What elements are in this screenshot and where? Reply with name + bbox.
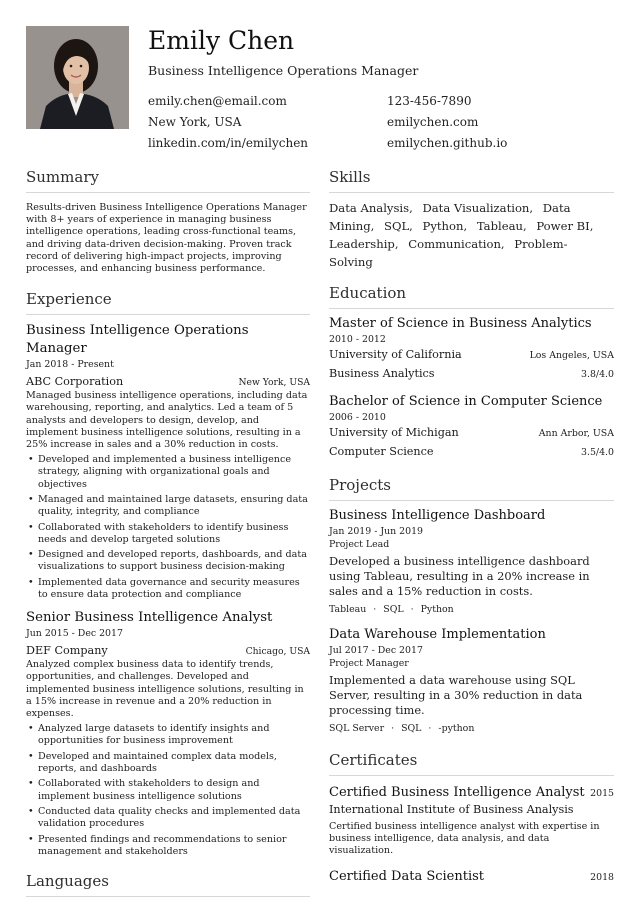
project-title: Business Intelligence Dashboard [329, 508, 546, 523]
job-title: Business Intelligence Operations Manager [26, 323, 249, 357]
certificate-entry [329, 784, 614, 858]
projects-heading: Projects [329, 474, 614, 501]
project-entry [329, 507, 614, 617]
certificate-entry [329, 868, 614, 886]
skills-heading: Skills [329, 166, 614, 193]
right-column [329, 166, 614, 886]
skill-item: Problem-Solving [329, 237, 568, 269]
skill-item: Data Visualization, [422, 201, 534, 215]
certificate-issuer: International Institute of Business Analysis [329, 803, 574, 816]
project-description: Implemented a data warehouse using SQL Server, resulting in a 30% reduction in data processing time. [329, 673, 583, 717]
skill-item: Data Analysis, [329, 201, 413, 215]
job-bullets [26, 454, 310, 601]
skill-item: Python, [422, 219, 468, 233]
experience-heading: Experience [26, 288, 310, 315]
certificate-title: Certified Business Intelligence Analyst [329, 785, 585, 800]
project-tag: SQL [383, 604, 404, 615]
job-entry [26, 322, 310, 601]
job-bullet: • Collaborated with stakeholders to design and implement business intelligence solutions [26, 778, 310, 802]
degree-dates: 2010 - 2012 [329, 334, 386, 345]
job-bullet: • Designed and developed reports, dashboards, and data visualizations to support business decision-making [26, 549, 310, 573]
project-title: Data Warehouse Implementation [329, 627, 546, 642]
job-description: Analyzed complex business data to identify trends, opportunities, and challenges. Developed and implemented business intelligence solutions, resulting in a 15% increase in revenue and a 20% reduction in expenses. [26, 659, 304, 720]
job-bullet: • Developed and implemented a business intelligence strategy, aligning with organizational goals and objectives [26, 454, 310, 491]
project-description: Developed a business intelligence dashboard using Tableau, resulting in a 20% increase in sales and a 15% reduction in costs. [329, 554, 590, 598]
project-tags: Tableau · SQL · Python [329, 604, 454, 615]
project-tag: SQL [401, 723, 422, 734]
email-link[interactable]: emily.chen@email.com [148, 94, 287, 108]
project-tag: Tableau [329, 604, 367, 615]
job-bullet: • Conducted data quality checks and implemented data validation procedures [26, 806, 310, 830]
skills-list [329, 199, 614, 271]
skill-item: Power BI, [536, 219, 594, 233]
candidate-name: Emily Chen [148, 26, 295, 55]
languages-heading: Languages [26, 870, 310, 897]
job-bullets [26, 723, 310, 858]
job-bullet: • Implemented data governance and security measures to ensure data protection and compliance [26, 577, 310, 601]
education-entry [329, 393, 614, 462]
education-heading: Education [329, 282, 614, 309]
skill-item: Leadership, [329, 237, 399, 251]
skill-item: Data Mining, [329, 201, 571, 233]
certificate-description: Certified business intelligence analyst with expertise in business intelligence, data analysis, and data visualization. [329, 821, 600, 857]
summary-heading: Summary [26, 166, 310, 193]
certificates-heading: Certificates [329, 749, 614, 776]
degree-title: Master of Science in Business Analytics [329, 316, 592, 331]
candidate-title: Business Intelligence Operations Manager [148, 63, 419, 78]
github-link[interactable]: emilychen.github.io [387, 136, 508, 150]
school-name: University of Michigan [329, 426, 459, 439]
project-tags: SQL Server · SQL · -python [329, 723, 475, 734]
job-bullet: • Developed and maintained complex data models, reports, and dashboards [26, 751, 310, 775]
project-dates: Jul 2017 - Dec 2017 [329, 645, 423, 656]
project-role: Project Manager [329, 658, 409, 669]
job-bullet: • Presented findings and recommendations to senior management and stakeholders [26, 834, 310, 858]
contact-list-right [387, 91, 507, 154]
phone-text: 123-456-7890 [387, 94, 472, 108]
certificate-year: 2018 [590, 871, 614, 883]
skill-item: Communication, [408, 237, 505, 251]
skill-item: SQL, [384, 219, 413, 233]
education-entry [329, 315, 614, 384]
job-bullet: • Managed and maintained large datasets, ensuring data quality, integrity, and compliance [26, 494, 310, 518]
project-tag: -python [438, 723, 475, 734]
school-location: Los Angeles, USA [529, 350, 614, 361]
summary-text: Results-driven Business Intelligence Operations Manager with 8+ years of experience in managing business intelligence operations, leading cross-functional teams, and driving data-driven decision-making. Proven track record of delivering high-impact projects, improving processes, and enhancing business performance. [26, 202, 307, 275]
job-location: New York, USA [238, 377, 310, 389]
school-location: Ann Arbor, USA [538, 428, 614, 439]
job-dates: Jan 2018 - Present [26, 359, 114, 371]
job-company: ABC Corporation [26, 375, 124, 389]
job-dates: Jun 2015 - Dec 2017 [26, 628, 123, 640]
degree-dates: 2006 - 2010 [329, 412, 386, 423]
skill-item: Tableau, [476, 219, 527, 233]
job-bullet: • Collaborated with stakeholders to identify business needs and develop targeted solutions [26, 522, 310, 546]
project-tag: SQL Server [329, 723, 385, 734]
degree-title: Bachelor of Science in Computer Science [329, 394, 603, 409]
project-tag: Python [420, 604, 454, 615]
project-entry [329, 626, 614, 736]
location-text: New York, USA [148, 115, 242, 129]
certificate-year: 2015 [590, 788, 614, 799]
contact-list-left [148, 91, 308, 154]
job-entry [26, 609, 310, 858]
degree-gpa: 3.5/4.0 [581, 447, 614, 458]
project-role: Project Lead [329, 539, 390, 550]
job-title: Senior Business Intelligence Analyst [26, 610, 273, 626]
degree-gpa: 3.8/4.0 [581, 369, 614, 380]
profile-photo [26, 26, 129, 129]
website-link[interactable]: emilychen.com [387, 115, 479, 129]
school-name: University of California [329, 348, 462, 361]
job-bullet: • Analyzed large datasets to identify insights and opportunities for business improvement [26, 723, 310, 747]
job-description: Managed business intelligence operations, including data warehousing, reporting, and analytics. Led a team of 5 analysts and developers to design, develop, and implement business intelligence solutions, resulting in a 25% increase in sales and a 30% reduction in costs. [26, 390, 308, 451]
project-dates: Jan 2019 - Jun 2019 [329, 526, 424, 537]
left-column [26, 166, 310, 903]
job-company: DEF Company [26, 644, 108, 658]
degree-field: Business Analytics [329, 367, 435, 380]
job-location: Chicago, USA [245, 646, 310, 658]
linkedin-link[interactable]: linkedin.com/in/emilychen [148, 136, 309, 150]
certificate-title: Certified Data Scientist [329, 868, 485, 884]
degree-field: Computer Science [329, 445, 434, 458]
